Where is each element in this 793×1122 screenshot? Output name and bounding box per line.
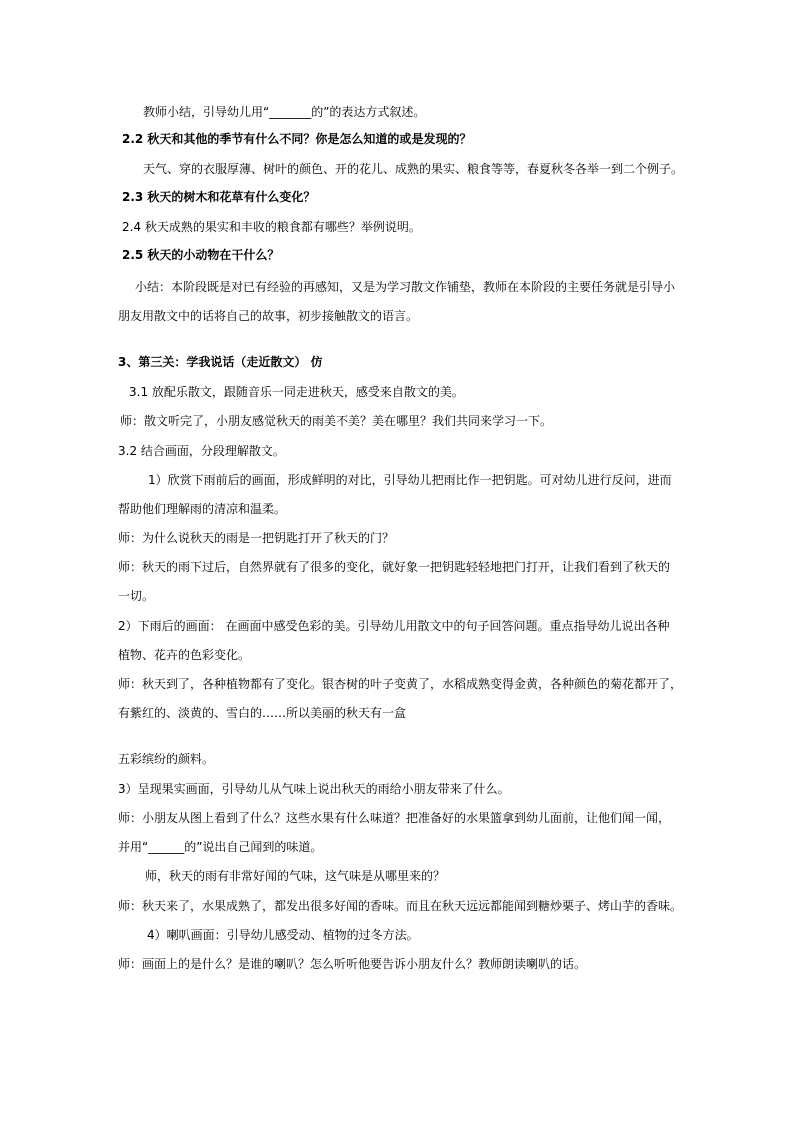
dialogue-line: 师：为什么说秋天的雨是一把钥匙打开了秋天的门？ xyxy=(118,531,395,545)
dialogue-line: 五彩缤纷的颜料。 xyxy=(118,752,215,766)
paragraph-line: 天气、穿的衣服厚薄、树叶的颜色、开的花儿、成熟的果实、粮食等等，春夏秋冬各举一到二个例子。 xyxy=(143,162,684,176)
question-heading: 2.3 秋天的树木和花草有什么变化？ xyxy=(122,190,316,204)
dialogue-line: 师：小朋友从图上看到了什么？这些水果有什么味道？把准备好的水果篮拿到幼儿面前，让他们闻一闻， xyxy=(118,811,671,825)
question-heading: 2.5 秋天的小动物在干什么？ xyxy=(122,248,280,262)
question-heading: 2.2 秋天和其他的季节有什么不同？你是怎么知道的或是发现的？ xyxy=(122,132,472,146)
step-line: 3.2 结合画面，分段理解散文。 xyxy=(118,444,285,458)
dialogue-line: 师，秋天的雨有非常好闻的气味，这气味是从哪里来的？ xyxy=(145,869,446,883)
section-heading: 3、第三关：学我说话（走近散文） 仿 xyxy=(118,355,323,369)
dialogue-line: 师：秋天来了，水果成熟了，都发出很多好闻的香味。而且在秋天远远都能闻到糖炒栗子、烤山芋的香味。 xyxy=(118,899,683,913)
step-line: 3.1 放配乐散文，跟随音乐一同走进秋天，感受来自散文的美。 xyxy=(129,385,464,399)
paragraph-line: 3）呈现果实画面，引导幼儿从气味上说出秋天的雨给小朋友带来了什么。 xyxy=(118,782,510,796)
paragraph-line: 教师小结，引导幼儿用“_______的”的表达方式叙述。 xyxy=(143,105,426,119)
dialogue-line: 师：画面上的是什么？是谁的喇叭？怎么听听他要告诉小朋友什么？教师朗读喇叭的话。 xyxy=(118,957,587,971)
dialogue-line: 并用“______的”说出自己闻到的味道。 xyxy=(118,840,323,854)
dialogue-line: 师：秋天的雨下过后，自然界就有了很多的变化，就好象一把钥匙轻轻地把门打开，让我们看到了秋天的 xyxy=(118,560,671,574)
paragraph-line: 2）下雨后的画面： 在画面中感受色彩的美。引导幼儿用散文中的句子回答问题。重点指导幼儿说出各种 xyxy=(118,619,670,633)
paragraph-line: 植物、花卉的色彩变化。 xyxy=(118,648,251,662)
paragraph-line: 朋友用散文中的话将自己的故事，初步接触散文的语言。 xyxy=(118,309,419,323)
question-line: 2.4 秋天成熟的果实和丰收的粮食都有哪些？举例说明。 xyxy=(122,220,421,234)
paragraph-line: 1）欣赏下雨前后的画面，形成鲜明的对比，引导幼儿把雨比作一把钥匙。可对幼儿进行反问，进而 xyxy=(148,473,672,487)
paragraph-line: 小结：本阶段既是对已有经验的再感知，又是为学习散文作铺垫，教师在本阶段的主要任务就是引导小 xyxy=(135,280,676,294)
paragraph-line: 帮助他们理解雨的清凉和温柔。 xyxy=(118,502,287,516)
dialogue-line: 师：秋天到了，各种植物都有了变化。银杏树的叶子变黄了，水稻成熟变得金黄，各种颜色的菊花都开了， xyxy=(118,677,683,691)
dialogue-line: 师：散文听完了，小朋友感觉秋天的雨美不美？美在哪里？我们共同来学习一下。 xyxy=(120,414,553,428)
dialogue-line: 一切。 xyxy=(118,589,155,603)
paragraph-line: 4）喇叭画面：引导幼儿感受动、植物的过冬方法。 xyxy=(147,928,419,942)
dialogue-line: 有紫红的、淡黄的、雪白的……所以美丽的秋天有一盒 xyxy=(118,706,407,720)
